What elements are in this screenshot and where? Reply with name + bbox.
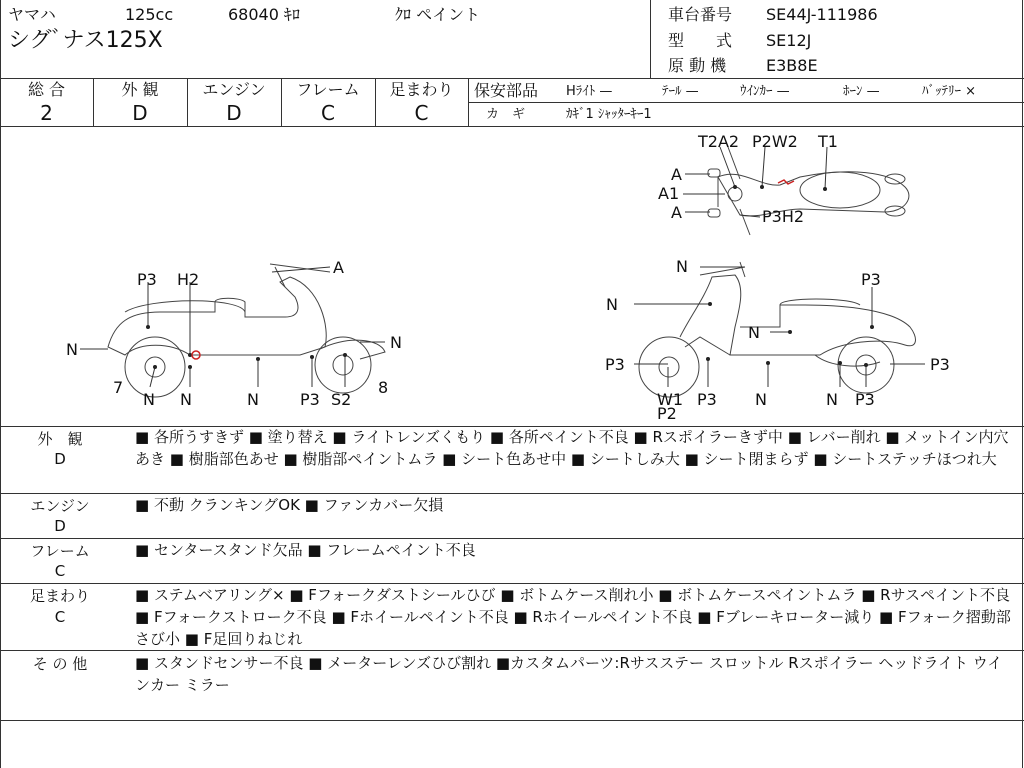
label-w1: W1 [657, 390, 683, 409]
engine-label: 原 動 機 [668, 56, 727, 75]
notes-exterior-text: ■ 各所うすきず ■ 塗り替え ■ ライトレンズくもり ■ 各所ペイント不良 ■ Rスポイラーきず中 ■ レバー削れ ■ メットイン内穴あき ■ 樹脂部色あせ ■ 樹脂部ペイントムラ ■ シート色あせ中 ■ シートしみ大 ■ シート閉まらず ■ シートステッチほつれ大 [135, 428, 1009, 468]
engine-value: E3B8E [766, 56, 818, 75]
suspension-grade-label: 足まわり [389, 80, 454, 99]
overall-label: 総 合 [27, 80, 66, 99]
exterior-label: 外 観 [121, 80, 159, 99]
safety-winker: ｳｲﾝｶｰ — [740, 84, 790, 99]
label-n3: N [247, 390, 259, 409]
label-p2: P2 [657, 404, 677, 423]
notes-suspension-grade: C [54, 608, 66, 626]
label-p3-b1: P3 [697, 390, 717, 409]
label-n-front: N [66, 340, 78, 359]
frame-no-label: 車台番号 [668, 5, 733, 24]
notes-suspension-label: 足まわり [29, 587, 90, 605]
label-n-b1: N [755, 390, 767, 409]
label-h2: H2 [177, 270, 200, 289]
type-label: 型 式 [668, 31, 733, 50]
notes-exterior-grade: D [54, 450, 66, 468]
label-p3: P3 [137, 270, 157, 289]
label-t2a2: T2A2 [698, 132, 740, 151]
frame-grade-label: フレーム [296, 80, 360, 99]
label-t1: T1 [818, 132, 838, 151]
label-p3-top: P3 [861, 270, 881, 289]
type-value: SE12J [766, 31, 812, 50]
label-p3b: P3 [300, 390, 320, 409]
label-a1: A1 [658, 184, 680, 203]
notes-exterior-label: 外 観 [37, 430, 83, 448]
leader-lines [80, 147, 925, 387]
key-label: カ ギ [486, 107, 526, 122]
safety-hlight: Hﾗｲﾄ — [566, 84, 613, 99]
label-a: A [333, 258, 344, 277]
label-n-b2: N [826, 390, 838, 409]
header-divider [650, 0, 651, 78]
mileage: 68040 ｷﾛ [228, 5, 300, 24]
notes-frame-grade: C [54, 562, 66, 580]
engine-grade-value: D [226, 101, 242, 125]
label-n1: N [143, 390, 155, 409]
exterior-value: D [132, 101, 148, 125]
notes-suspension-text: ■ ステムベアリング× ■ Fフォークダストシールひび ■ ボトムケース削れ小 ■ ボトムケースペイントムラ ■ Rサスペイント不良 ■ Fフォークストローク不良 ■ Fホイールペイント不良 ■ Rホイールペイント不良 ■ Fブレーキローター減り ■ Fフォーク摺動部さび小 ■ F足回りねじれ [135, 586, 1011, 648]
label-a-upper: A [671, 165, 682, 184]
label-n2: N [180, 390, 192, 409]
label-n-left: N [606, 295, 618, 314]
frame-no: SE44J-111986 [766, 5, 878, 24]
frame-grade-value: C [321, 101, 335, 125]
notes-other-label: そ の 他 [32, 655, 88, 673]
label-p3-left: P3 [605, 355, 625, 374]
overall-value: 2 [40, 101, 53, 125]
top-view-scooter [708, 147, 909, 235]
rule [0, 78, 1024, 79]
label-p3-b2: P3 [855, 390, 875, 409]
maker: ヤマハ [8, 5, 56, 24]
label-a-lower: A [671, 203, 682, 222]
damage-marks [192, 180, 794, 359]
safety-label: 保安部品 [474, 81, 539, 100]
rule [0, 720, 1024, 721]
label-s2: S2 [331, 390, 352, 409]
safety-battery: ﾊﾞｯﾃﾘｰ × [922, 84, 977, 99]
safety-horn: ﾎｰﾝ — [843, 84, 880, 99]
label-p3-right: P3 [930, 355, 950, 374]
notes-engine-label: エンジン [30, 497, 90, 515]
label-n-top: N [676, 257, 688, 276]
color: ｸﾛ ペイント [395, 5, 481, 24]
suspension-grade-value: C [414, 101, 429, 125]
rule [0, 650, 1024, 651]
label-p3h2: P3H2 [762, 207, 805, 226]
engine-grade-label: エンジン [202, 80, 266, 99]
label-8: 8 [378, 378, 389, 397]
safety-tail: ﾃｰﾙ — [662, 84, 699, 99]
displacement: 125cc [125, 5, 174, 24]
rule [1022, 0, 1023, 768]
key-value: ｶｷﾞ1 ｼｬｯﾀｰｷｰ1 [566, 107, 652, 122]
rule [468, 102, 1024, 103]
label-7: 7 [113, 378, 124, 397]
label-n-right: N [390, 333, 402, 352]
notes-engine-grade: D [54, 517, 66, 535]
label-n-mid: N [748, 323, 760, 342]
rule [468, 78, 469, 126]
notes-other-text: ■ スタンドセンサー不良 ■ メーターレンズひび割れ ■カスタムパーツ:Rサスステー スロットル Rスポイラー ヘッドライト ウインカー ミラー [135, 654, 1003, 694]
model-name: シグﾞナス125X [8, 28, 163, 53]
notes-engine-text: ■ 不動 クランキングOK ■ ファンカバー欠損 [135, 496, 444, 514]
notes-frame-label: フレーム [30, 542, 90, 560]
notes-frame-text: ■ センタースタンド欠品 ■ フレームペイント不良 [135, 541, 476, 559]
label-p2w2: P2W2 [752, 132, 798, 151]
